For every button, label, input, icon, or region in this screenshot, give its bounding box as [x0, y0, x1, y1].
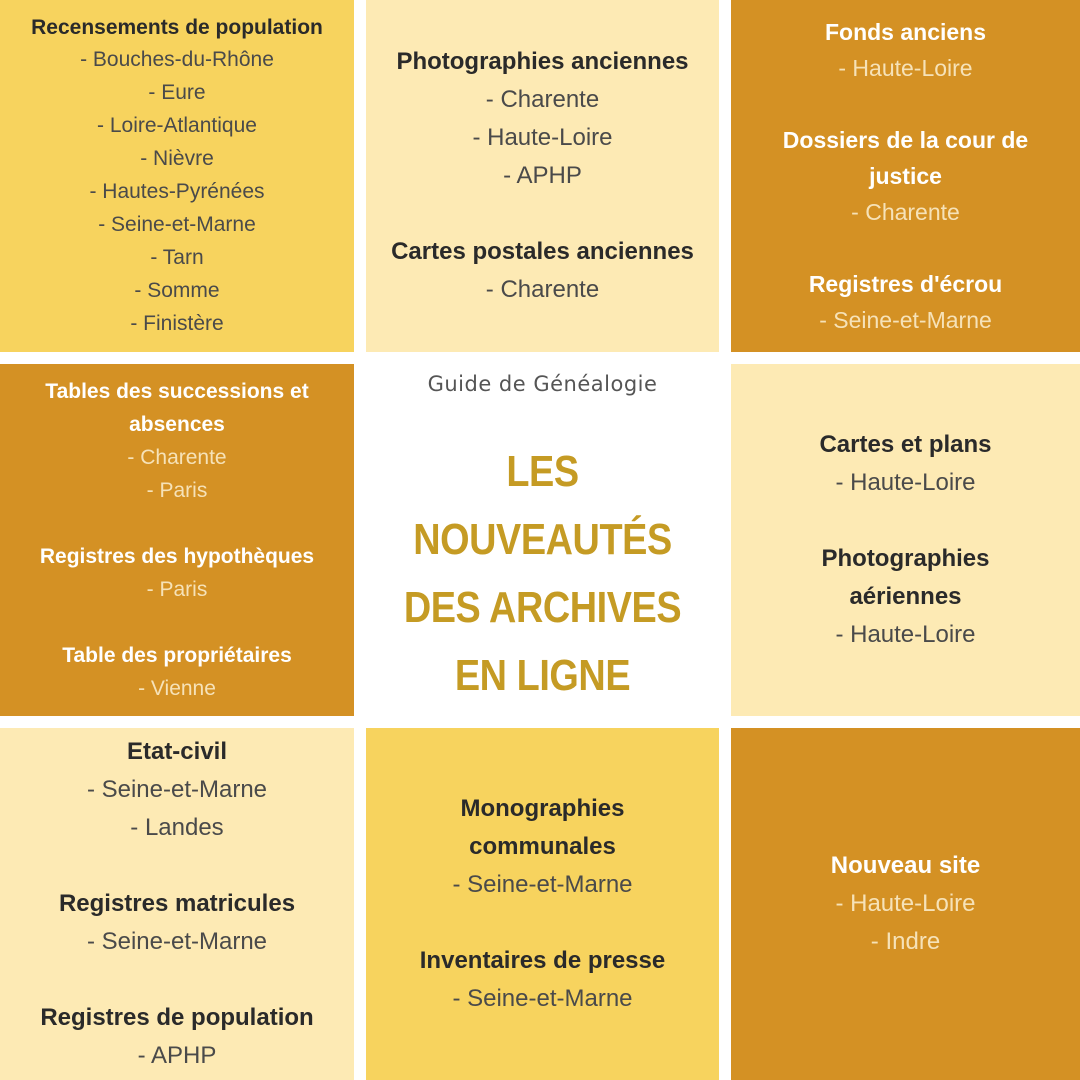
section-title: communales [469, 833, 616, 860]
list-item: - Tarn [150, 246, 204, 269]
list-item: - Loire-Atlantique [97, 114, 257, 137]
tile-etat-civil [0, 728, 354, 1080]
tile-cartes-plans [731, 364, 1080, 716]
section-title: Photographies [821, 545, 990, 572]
section-photographies-anciennes [396, 43, 688, 195]
section-title: Cartes et plans [819, 431, 992, 458]
section-title: Recensements de population [31, 16, 323, 39]
section-etat-civil [87, 733, 267, 847]
list-item: - Seine-et-Marne [86, 776, 268, 803]
list-item: - APHP [137, 1042, 217, 1069]
section-tables-successions [45, 375, 308, 507]
list-item: - Seine-et-Marne [452, 985, 633, 1012]
tile-monographies [366, 728, 719, 1080]
title-line: DES ARCHIVES [403, 583, 682, 632]
section-title: Nouveau site [830, 852, 981, 879]
section-title: absences [129, 413, 225, 436]
tile-title [366, 364, 719, 716]
section-title: Monographies [460, 795, 625, 822]
section-title: Dossiers de la cour de [782, 127, 1029, 153]
section-title: aériennes [849, 583, 962, 610]
section-title: Fonds anciens [824, 19, 987, 45]
list-item: - Charente [485, 86, 600, 113]
section-title: Registres d'écrou [808, 271, 1003, 297]
list-item: - Seine-et-Marne [819, 307, 992, 333]
section-registres-hypotheques [40, 540, 314, 606]
section-title: Inventaires de presse [419, 947, 666, 974]
section-title: Table des propriétaires [62, 644, 292, 667]
list-item: - Seine-et-Marne [86, 928, 268, 955]
section-title: Registres de population [40, 1004, 314, 1031]
section-inventaires-presse [420, 942, 665, 1018]
section-fonds-anciens [825, 14, 986, 86]
list-item: - Charente [851, 199, 960, 225]
section-title: Cartes postales anciennes [391, 238, 694, 265]
page-title [403, 438, 683, 710]
section-title: Etat-civil [126, 738, 227, 765]
brand-logo: Guide de Généalogie [427, 372, 658, 396]
list-item: - Somme [134, 279, 220, 302]
list-item: - APHP [503, 162, 582, 189]
section-title: justice [869, 163, 942, 189]
section-cour-de-justice [783, 122, 1028, 230]
section-registres-matricules [59, 885, 295, 961]
tile-nouveau-site [731, 728, 1080, 1080]
list-item: - Bouches-du-Rhône [80, 48, 274, 71]
list-item: - Landes [130, 814, 224, 841]
list-item: - Haute-Loire [835, 469, 976, 496]
tile-recensements [0, 0, 354, 352]
list-item: - Paris [146, 479, 208, 502]
list-item: - Indre [870, 928, 941, 955]
list-item: - Finistère [130, 312, 224, 335]
title-line: EN LIGNE [454, 651, 631, 700]
tile-photographies-anciennes [366, 0, 719, 352]
section-table-proprietaires [62, 639, 292, 705]
section-registres-population [40, 999, 313, 1075]
section-photographies-aeriennes [821, 540, 989, 654]
list-item: - Haute-Loire [835, 621, 976, 648]
section-title: Tables des successions et [45, 380, 309, 403]
list-item: - Charente [127, 446, 227, 469]
title-line: LES NOUVEAUTÉS [413, 447, 672, 564]
section-registres-ecrou [809, 266, 1002, 338]
list-item: - Vienne [138, 677, 216, 700]
list-item: - Paris [146, 578, 208, 601]
list-item: - Hautes-Pyrénées [89, 180, 265, 203]
list-item: - Charente [485, 276, 600, 303]
tile-fonds-anciens [731, 0, 1080, 352]
list-item: - Haute-Loire [838, 55, 973, 81]
list-item: - Eure [148, 81, 206, 104]
list-item: - Haute-Loire [472, 124, 613, 151]
list-item: - Seine-et-Marne [452, 871, 633, 898]
tile-tables-successions [0, 364, 354, 716]
section-monographies [452, 790, 632, 904]
section-title: Photographies anciennes [396, 48, 689, 75]
section-title: Registres matricules [58, 890, 296, 917]
section-recensements [31, 12, 323, 340]
list-item: - Nièvre [140, 147, 214, 170]
list-item: - Seine-et-Marne [98, 213, 256, 236]
section-nouveau-site [831, 847, 980, 961]
list-item: - Haute-Loire [835, 890, 976, 917]
section-title: Registres des hypothèques [39, 545, 315, 568]
section-cartes-postales [391, 233, 694, 309]
section-cartes-plans [819, 426, 991, 502]
